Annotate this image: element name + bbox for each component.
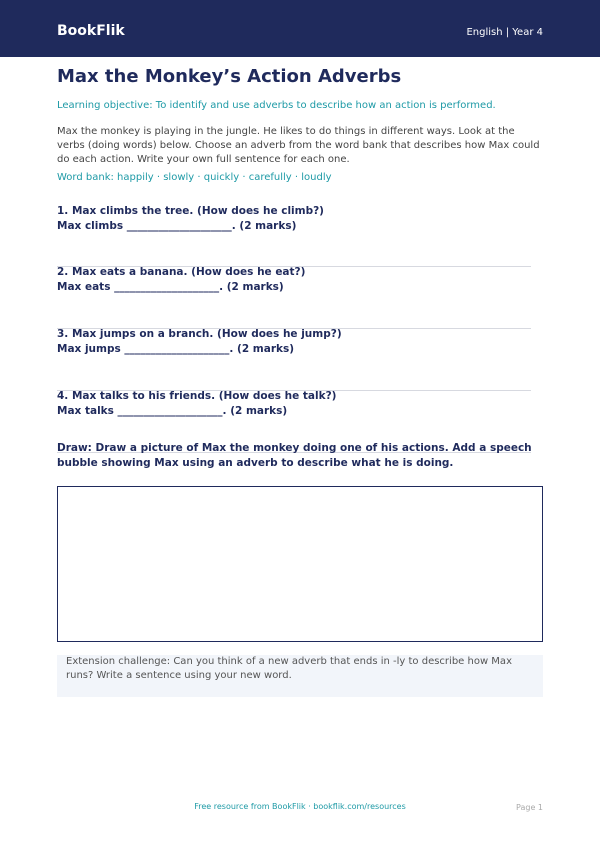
- drawing-box[interactable]: [57, 486, 543, 642]
- question-prompt: 4. Max talks to his friends. (How does he talk?): [57, 390, 337, 402]
- answer-line[interactable]: Max eats ____________________. (2 marks): [57, 281, 284, 293]
- question-1: [57, 204, 543, 234]
- draw-task: Draw: Draw a picture of Max the monkey doing one of his actions. Add a speech bubble showing Max using an adverb to describe what he is doing.: [57, 442, 532, 469]
- word-bank: Word bank: happily · slowly · quickly · carefully · loudly: [57, 172, 332, 183]
- page-number: Page 1: [516, 803, 543, 812]
- question-prompt: 1. Max climbs the tree. (How does he climb?): [57, 205, 324, 217]
- footer-link[interactable]: Free resource from BookFlik · bookflik.com/resources: [194, 802, 406, 811]
- header-bar: [0, 0, 600, 57]
- answer-line[interactable]: Max climbs ____________________. (2 marks): [57, 220, 297, 232]
- question-4: [57, 389, 543, 419]
- intro-text: Max the monkey is playing in the jungle. He likes to do things in different ways. Look at the verbs (doing words) below. Choose an adverb from the word bank that describes how Max could do each action. Write your own full sentence for each one.: [57, 126, 540, 165]
- question-prompt: 2. Max eats a banana. (How does he eat?): [57, 266, 306, 278]
- subject-year-label: English | Year 4: [466, 27, 543, 38]
- brand-logo[interactable]: BookFlik: [57, 23, 125, 39]
- answer-line[interactable]: Max jumps ____________________. (2 marks): [57, 343, 295, 355]
- page-title: Max the Monkey’s Action Adverbs: [57, 66, 402, 87]
- question-3: [57, 327, 543, 357]
- answer-line[interactable]: Max talks ____________________. (2 marks): [57, 405, 288, 417]
- question-prompt: 3. Max jumps on a branch. (How does he jump?): [57, 328, 342, 340]
- learning-objective: Learning objective: To identify and use adverbs to describe how an action is performed.: [57, 100, 496, 111]
- question-2: [57, 265, 543, 295]
- extension-challenge: Extension challenge: Can you think of a new adverb that ends in -ly to describe how Max runs? Write a sentence using your new word.: [57, 655, 543, 697]
